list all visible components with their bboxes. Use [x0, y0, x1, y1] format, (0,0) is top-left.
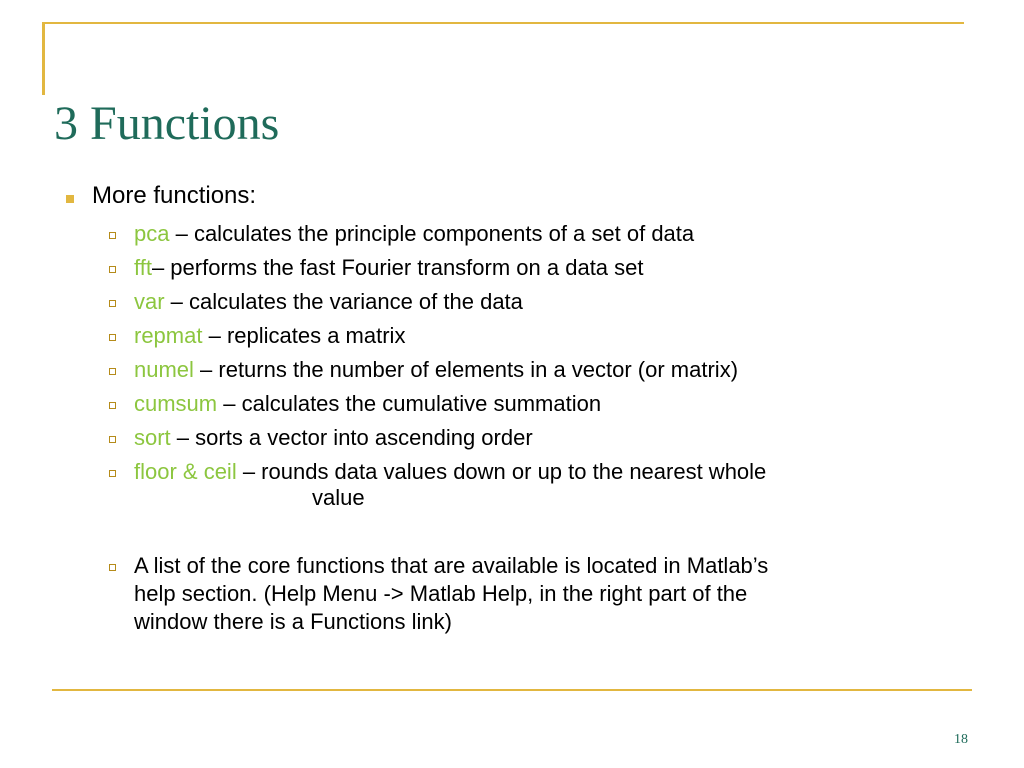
hollow-square-bullet-icon	[109, 564, 116, 571]
function-description: – performs the fast Fourier transform on a data set	[151, 255, 644, 280]
main-bullet-text: More functions:	[92, 182, 257, 209]
hollow-square-bullet-icon	[109, 436, 116, 443]
help-note-line: help section. (Help Menu -> Matlab Help, in the right part of the	[134, 581, 748, 606]
help-note	[134, 552, 964, 636]
function-description: – rounds data values down or up to the nearest whole	[236, 459, 767, 484]
function-name: sort	[134, 425, 171, 450]
function-name: pca	[134, 221, 170, 246]
frame-top-line	[43, 22, 964, 24]
function-description: – calculates the variance of the data	[164, 289, 523, 314]
function-name: numel	[134, 357, 194, 382]
help-note-line: window there is a Functions link)	[134, 609, 452, 634]
function-description: – calculates the principle components of a set of data	[169, 221, 695, 246]
function-name: var	[134, 289, 165, 314]
slide-title: 3 Functions	[54, 97, 280, 150]
function-description: – returns the number of elements in a vector (or matrix)	[193, 357, 739, 382]
page-number: 18	[954, 732, 968, 747]
help-note-line: A list of the core functions that are available is located in Matlab’s	[134, 553, 769, 578]
function-name: repmat	[134, 323, 203, 348]
hollow-square-bullet-icon	[109, 232, 116, 239]
function-description: – replicates a matrix	[202, 323, 406, 348]
function-name: cumsum	[134, 391, 218, 416]
frame-left-line	[42, 22, 45, 95]
function-description-continued: value	[312, 485, 365, 510]
hollow-square-bullet-icon	[109, 300, 116, 307]
hollow-square-bullet-icon	[109, 368, 116, 375]
function-description: – calculates the cumulative summation	[217, 391, 602, 416]
hollow-square-bullet-icon	[109, 470, 116, 477]
square-bullet-icon	[66, 195, 74, 203]
frame-bottom-line	[52, 689, 972, 691]
function-name: fft	[134, 255, 152, 280]
hollow-square-bullet-icon	[109, 402, 116, 409]
hollow-square-bullet-icon	[109, 334, 116, 341]
function-description: – sorts a vector into ascending order	[170, 425, 533, 450]
hollow-square-bullet-icon	[109, 266, 116, 273]
function-name: floor & ceil	[134, 459, 237, 484]
